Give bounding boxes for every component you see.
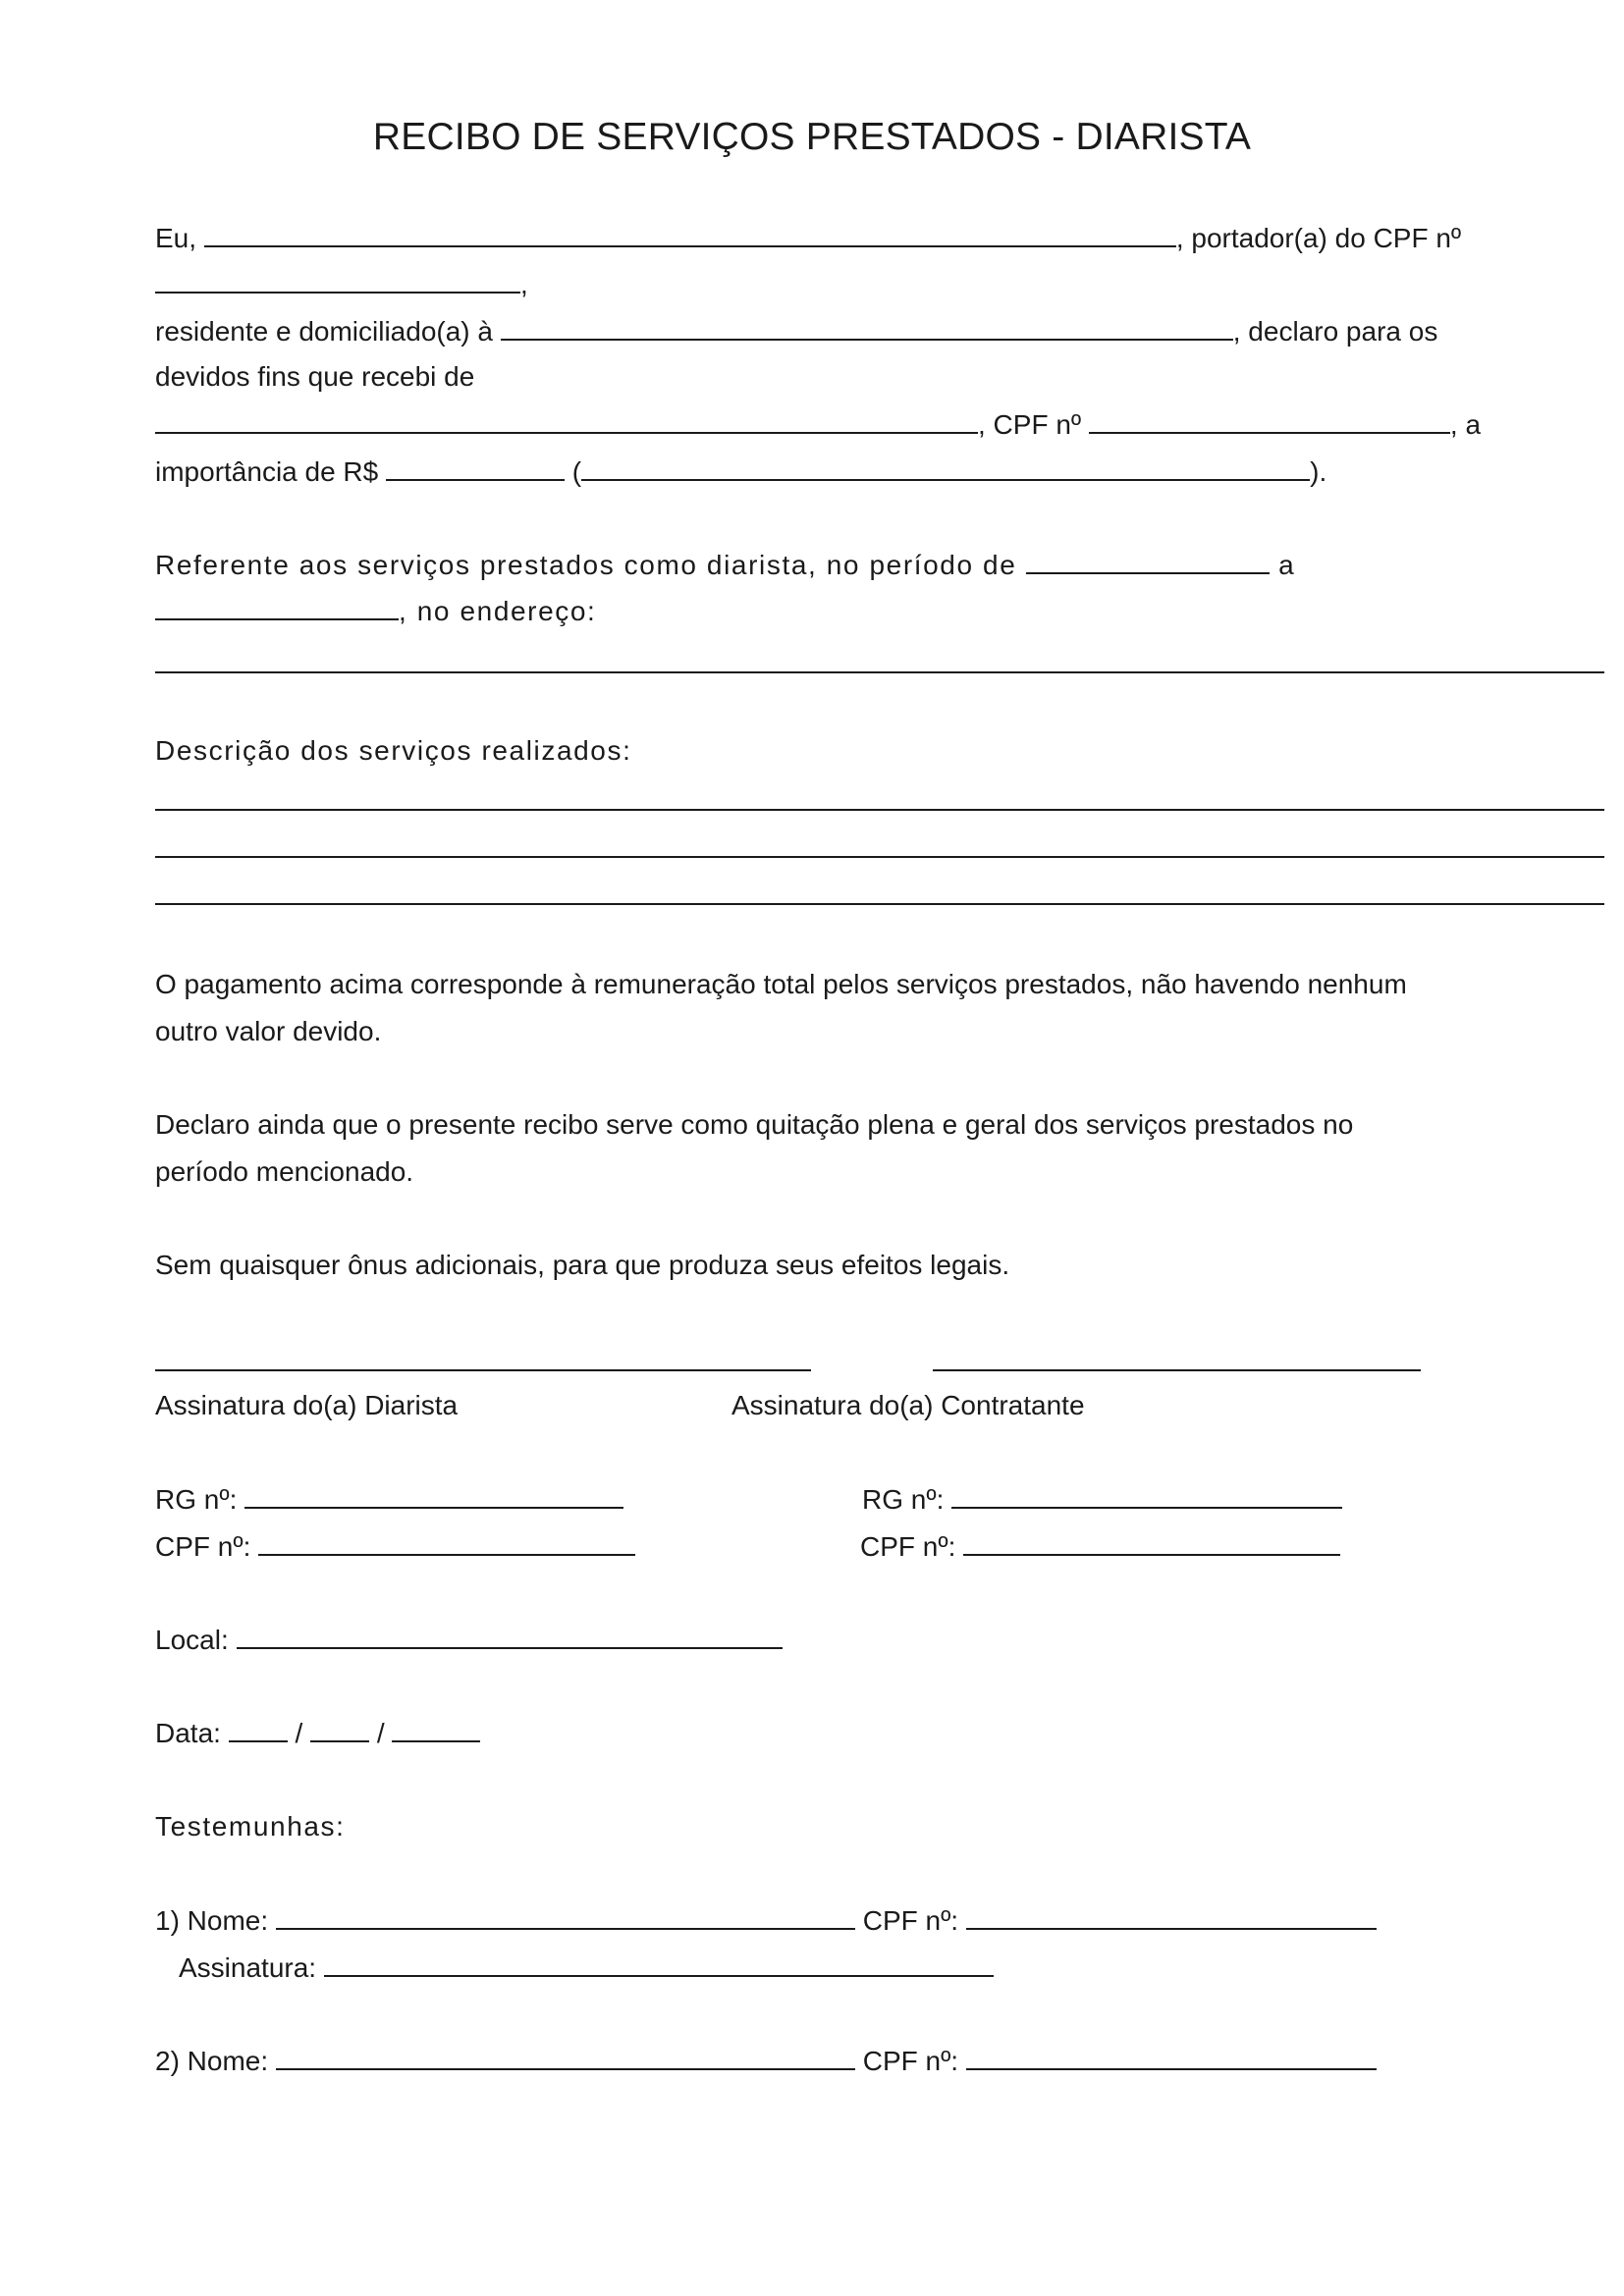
line-residente: [155, 317, 1437, 346]
blank-day[interactable]: [229, 1719, 288, 1742]
label-assinatura-contratante: Assinatura do(a) Contratante: [731, 1390, 1085, 1420]
label-devidos: devidos fins que recebi de: [155, 361, 475, 392]
blank-witness2-cpf[interactable]: [966, 2047, 1377, 2070]
blank-period-start[interactable]: [1026, 551, 1270, 574]
label-assinatura-diarista: Assinatura do(a) Diarista: [155, 1390, 459, 1420]
label-slash-2: /: [376, 1718, 385, 1748]
blank-witness1-cpf[interactable]: [966, 1906, 1377, 1930]
line-cpf-blank: [155, 270, 528, 298]
line-witness2-nome: [155, 2047, 1377, 2075]
line-payer: [155, 410, 1481, 439]
line-importancia: [155, 457, 1326, 486]
text-sem-onus: Sem quaisquer ônus adicionais, para que produza seus efeitos legais.: [155, 1250, 1010, 1280]
label-cpf-diarista: CPF nº:: [155, 1531, 251, 1562]
signature-line-contratante[interactable]: [933, 1369, 1421, 1371]
line-referente: [155, 551, 1295, 579]
label-portador: , portador(a) do CPF nº: [1175, 223, 1462, 253]
text-pagamento-2: outro valor devido.: [155, 1016, 382, 1046]
label-referente: Referente aos serviços prestados como diarista, no período de: [155, 550, 1017, 580]
blank-name[interactable]: [204, 224, 1176, 247]
blank-amount-words[interactable]: [581, 457, 1310, 481]
label-cpf-contratante: CPF nº:: [860, 1531, 956, 1562]
label-eu: Eu,: [155, 223, 197, 253]
blank-period-end[interactable]: [155, 597, 399, 620]
label-importancia: importância de R$: [155, 456, 379, 487]
label-payer-cpf: , CPF nº: [978, 409, 1082, 440]
line-cpf-diarista: [155, 1532, 635, 1561]
label-a: , a: [1449, 409, 1482, 440]
text-declaro-1: Declaro ainda que o presente recibo serve como quitação plena e geral dos serviços prestados no: [155, 1109, 1354, 1140]
label-testemunhas: Testemunhas:: [155, 1811, 346, 1842]
label-data: Data:: [155, 1718, 221, 1748]
line-witness1-assinatura: [179, 1953, 994, 1982]
label-witness1-nome: 1) Nome:: [155, 1905, 269, 1936]
blank-local[interactable]: [237, 1626, 783, 1649]
label-descricao: Descrição dos serviços realizados:: [155, 735, 632, 766]
blank-cpf-diarista[interactable]: [258, 1532, 635, 1556]
label-comma: ,: [520, 269, 528, 299]
label-residente: residente e domiciliado(a) à: [155, 316, 493, 347]
blank-month[interactable]: [310, 1719, 369, 1742]
blank-amount[interactable]: [386, 457, 565, 481]
line-local: [155, 1626, 783, 1654]
label-slash-1: /: [295, 1718, 303, 1748]
line-data: [155, 1719, 480, 1747]
line-eu: [155, 224, 1461, 252]
line-endereco: [155, 597, 596, 625]
blank-description-3[interactable]: [155, 903, 1604, 905]
blank-cpf[interactable]: [155, 270, 520, 294]
blank-witness2-name[interactable]: [276, 2047, 855, 2070]
label-endereco: , no endereço:: [399, 596, 597, 626]
blank-service-address[interactable]: [155, 671, 1604, 673]
line-rg-contratante: [862, 1485, 1342, 1514]
blank-year[interactable]: [392, 1719, 480, 1742]
label-period-a: a: [1278, 550, 1296, 580]
line-rg-diarista: [155, 1485, 623, 1514]
label-witness2-cpf: CPF nº:: [862, 2046, 959, 2076]
blank-rg-contratante[interactable]: [951, 1485, 1342, 1509]
label-local: Local:: [155, 1625, 229, 1655]
label-rg-diarista: RG nº:: [155, 1484, 238, 1515]
text-pagamento-1: O pagamento acima corresponde à remuneração total pelos serviços prestados, não havendo nenhum: [155, 969, 1407, 999]
label-paren-open: (: [571, 456, 582, 487]
line-devidos: [155, 363, 474, 391]
label-declaro: , declaro para os: [1232, 316, 1438, 347]
label-rg-contratante: RG nº:: [862, 1484, 945, 1515]
label-witness1-assinatura: Assinatura:: [179, 1952, 317, 1983]
line-cpf-contratante: [860, 1532, 1340, 1561]
blank-payer-cpf[interactable]: [1089, 410, 1450, 434]
document-title: RECIBO DE SERVIÇOS PRESTADOS - DIARISTA: [372, 116, 1252, 158]
blank-cpf-contratante[interactable]: [963, 1532, 1340, 1556]
blank-address[interactable]: [501, 317, 1233, 341]
label-witness2-nome: 2) Nome:: [155, 2046, 269, 2076]
text-declaro-2: período mencionado.: [155, 1156, 414, 1187]
blank-payer-name[interactable]: [155, 410, 978, 434]
blank-witness1-name[interactable]: [276, 1906, 855, 1930]
blank-witness1-signature[interactable]: [324, 1953, 994, 1977]
label-witness1-cpf: CPF nº:: [862, 1905, 959, 1936]
signature-line-diarista[interactable]: [155, 1369, 811, 1371]
line-witness1-nome: [155, 1906, 1377, 1935]
label-paren-close: ).: [1310, 456, 1327, 487]
blank-description-1[interactable]: [155, 809, 1604, 811]
blank-description-2[interactable]: [155, 856, 1604, 858]
blank-rg-diarista[interactable]: [244, 1485, 623, 1509]
